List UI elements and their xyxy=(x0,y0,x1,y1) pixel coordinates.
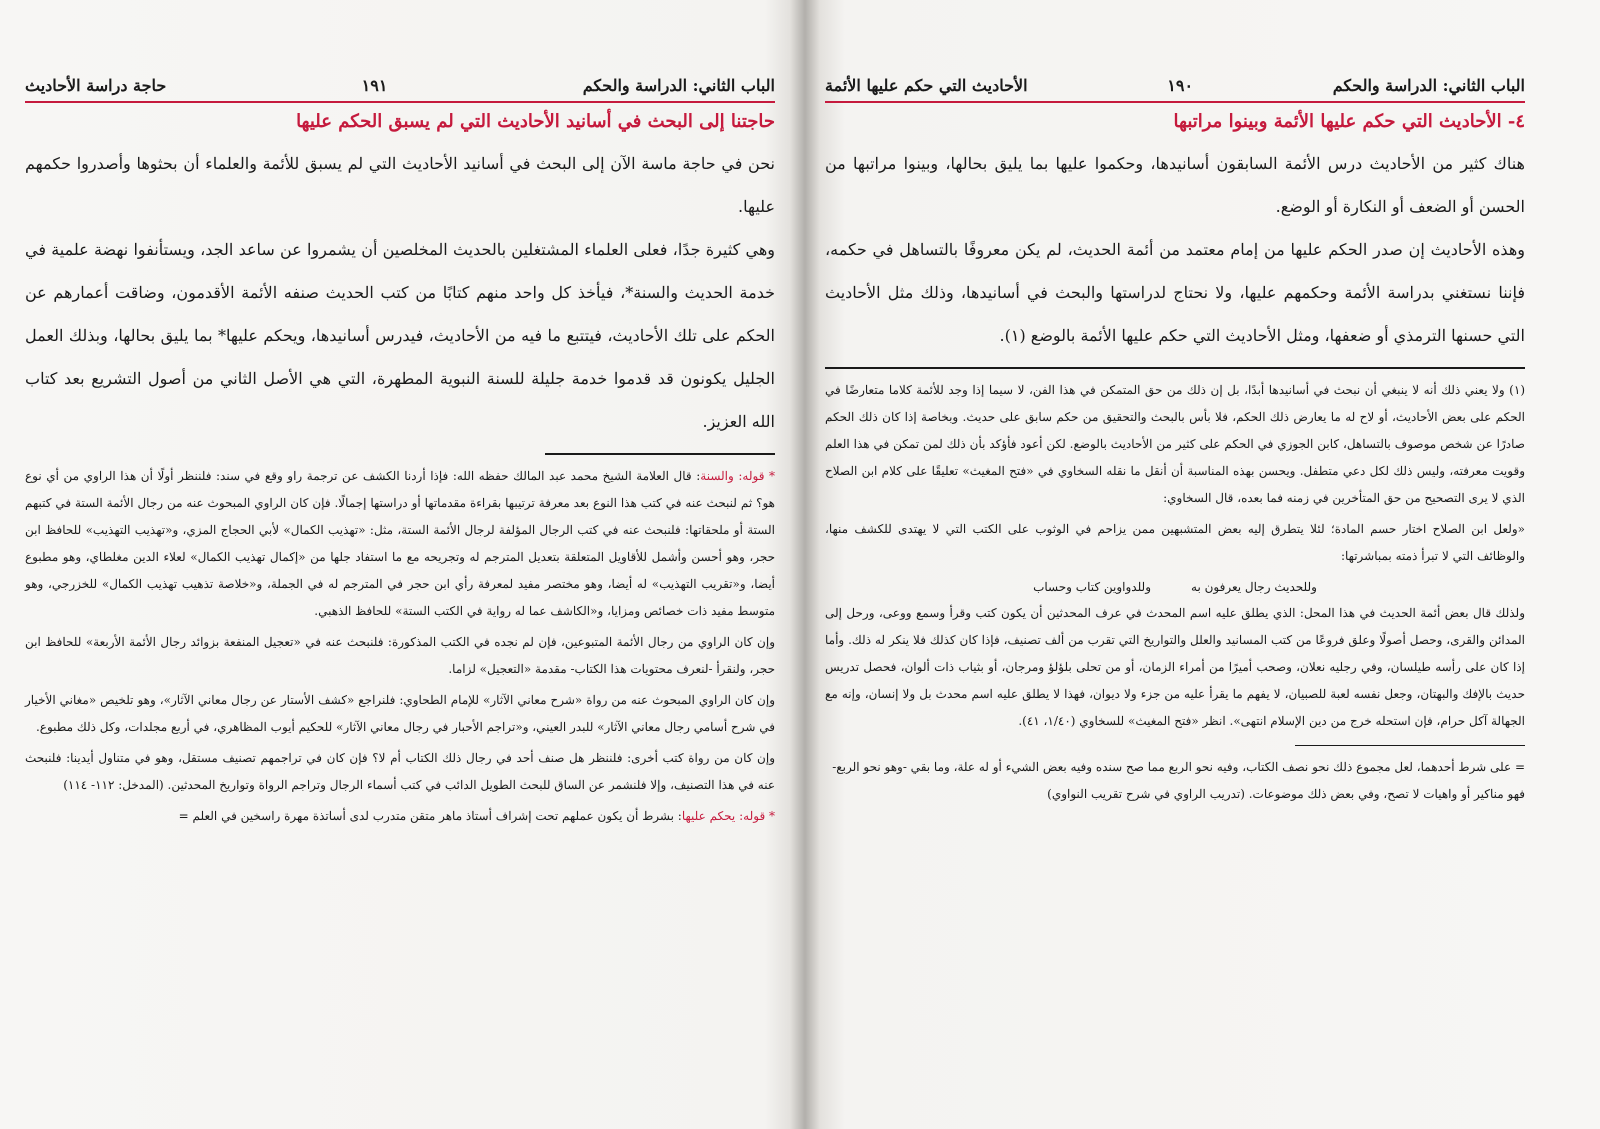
right-header-chapter: الباب الثاني: الدراسة والحكم xyxy=(1332,76,1525,95)
footnote-text: وإن كان من رواة كتب أخرى: فلننظر هل صنف أحد في رجال ذلك الكتاب أم لا؟ فإن كان في تراجمهم تصنيف مستقل، وهو في متناول أيدينا: فلنبحث عنه في هذا التصنيف، وإلا فلنشمر عن الساق للبحث الطويل الدائب في كتب أسماء الرجال وتراجم الرواة وتواريخ المحدثين. (المدخل: ١١٢- ١١٤) xyxy=(25,750,775,792)
left-footnote-2 xyxy=(25,629,775,683)
footnote-keyword: والسنة xyxy=(700,468,734,483)
right-continuation-rule xyxy=(1295,745,1525,747)
footnote-text: : بشرط أن يكون عملهم تحت إشراف أستاذ ماهر متقن متدرب لدى أساتذة مهرة راسخين في العلم = xyxy=(178,808,682,823)
right-continuation xyxy=(825,754,1525,808)
left-paragraph-2: وهي كثيرة جدًا، فعلى العلماء المشتغلين بالحديث المخلصين أن يشمروا عن ساعد الجد، ويستأنفوا نهضة علمية في خدمة الحديث والسنة*، فيأخذ كل واحد منهم كتابًا من كتب الحديث صنفه الأئمة الأقدمون، وضاقت أعمارهم عن الحكم على تلك الأحاديث، فيتتبع ما فيه من الأحاديث، فيدرس أسانيدها، ويحكم عليها* بما يليق بحالها، وبذلك العمل الجليل يكونون قد قدموا خدمة جليلة للسنة النبوية المطهرة، التي هي الأصل الثاني من أصول التشريع بعد كتاب الله العزيز. xyxy=(25,240,775,431)
left-section-title: حاجتنا إلى البحث في أسانيد الأحاديث التي لم يسبق الحكم عليها xyxy=(296,111,775,132)
footnote-keyword: يحكم عليها xyxy=(681,808,736,823)
verse-line xyxy=(825,574,1525,600)
right-paragraph-1: هناك كثير من الأحاديث درس الأئمة السابقون أسانيدها، وحكموا عليها بما يليق بحالها، وبينوا مراتبها من الحسن أو الضعف أو النكارة أو الوضع. xyxy=(825,154,1525,216)
verse-hemistich-1: وللحديث رجال يعرفون به xyxy=(1191,579,1317,594)
right-header-rule xyxy=(825,101,1525,103)
book-gutter xyxy=(790,0,820,1129)
right-page-header xyxy=(825,70,1525,101)
left-footnotes xyxy=(25,463,775,830)
right-footnotes xyxy=(825,377,1525,735)
right-footnote-quote: «ولعل ابن الصلاح اختار حسم المادة؛ لئلا يتطرق إليه بعض المتشبهين ممن يزاحم في الوثوب على الكتب التي لا يهتدى للكشف منها، والوظائف التي لا تبرأ ذمته بمباشرتها: xyxy=(825,521,1525,563)
left-paragraph-1: نحن في حاجة ماسة الآن إلى البحث في أسانيد الأحاديث التي لم يسبق للأئمة والعلماء أن بحثوها وأصدروا حكمهم عليها. xyxy=(25,154,775,216)
right-footnote-rule xyxy=(825,367,1525,369)
footnote-text: وإن كان الراوي المبحوث عنه من رواة «شرح معاني الآثار» للإمام الطحاوي: فلنراجع «كشف الأستار عن رجال معاني الآثار»، وهو تلخيص «مغاني الأخيار في شرح أسامي رجال معاني الآثار» للبدر العيني، و«تراجم الأحبار في رجال معاني الآثار» للحكيم أيوب المظاهري، في أربع مجلدات، وكل ذلك مطبوع. xyxy=(25,692,775,734)
right-page-number: ١٩٠ xyxy=(1167,76,1194,95)
left-footnote-4 xyxy=(25,745,775,799)
left-page-header xyxy=(25,70,775,101)
left-footnote-1 xyxy=(25,463,775,625)
left-footnote-rule xyxy=(545,453,775,455)
left-footnote-5 xyxy=(25,803,775,830)
footnote-marker: * قوله: xyxy=(738,468,775,483)
left-header-rule xyxy=(25,101,775,103)
left-page-number: ١٩١ xyxy=(361,76,388,95)
right-footnote-after-verse: ولذلك قال بعض أئمة الحديث في هذا المحل: الذي يطلق عليه اسم المحدث في عرف المحدثين أن يكون كتب وقرأ وسمع ووعى، ورحل إلى المدائن والقرى، وحصل أصولًا وعلق فروعًا من كتب المسانيد والعلل والتواريخ التي تقرب من ألف تصنيف، فإذا كان كذلك فلا ينكر له ذلك. وأما إذا كان على رأسه طيلسان، وفي رجليه نعلان، وصحب أميرًا من أمراء الزمان، أو من تحلى بلؤلؤ ومرجان، أو بثياب ذات ألوان، فحصل تدريس حديث بالإفك والبهتان، وجعل نفسه لعبة للصبيان، لا يفهم ما يقرأ عليه من جزء ولا ديوان، فهذا لا يطلق عليه اسم محدث بل ولا إنسان، وإنه مع الجهالة آكل حرام، فإن استحله خرج من دين الإسلام انتهى». انظر «فتح المغيث» للسخاوي (١/٤٠، ٤١). xyxy=(825,605,1526,728)
left-header-chapter: الباب الثاني: الدراسة والحكم xyxy=(582,76,775,95)
verse-hemistich-2: وللدواوين كتاب وحساب xyxy=(1033,579,1152,594)
footnote-text: : قال العلامة الشيخ محمد عبد المالك حفظه الله: فإذا أردنا الكشف عن ترجمة راو وقع في سند: فلننظر أولًا أن هذا الراوي من أي نوع هو؟ ثم لنبحث عنه في كتب هذا النوع بعد معرفة ترتيبها بقراءة مقدماتها أو دراستها إجمالًا. فإن كان الراوي المبحوث عنه من رجال الأئمة الستة في كتبهم الستة أو ملحقاتها: فلنبحث عنه في كتب الرجال المؤلفة لرجال الأئمة الستة، مثل: «تهذيب الكمال» لأبي الحجاج المزي، و«تهذيب التهذيب» للحافظ ابن حجر، وهو أحسن وأشمل للأقاويل المتعلقة بتعديل المترجم له وتجريحه مع ما استفاد جلها من «إكمال تهذيب الكمال» لعلاء الدين مغلطاي، وهو مطبوع أيضا، و«تقريب التهذيب» له أيضا، وهو مختصر مفيد لمعرفة رأي ابن حجر في المترجم له في الجملة، و«خلاصة تذهيب تهذيب الكمال» للخزرجي، وهو متوسط مفيد ذات خصائص ومزايا، و«الكاشف عما له رواية في الكتب الستة» للحافظ الذهبي. xyxy=(25,468,775,618)
right-section-title: ٤- الأحاديث التي حكم عليها الأئمة وبينوا مراتبها xyxy=(1173,111,1525,132)
right-footnote-1: (١) ولا يعني ذلك أنه لا ينبغي أن نبحث في أسانيدها أبدًا، بل إن ذلك من حق المتمكن في هذا الفن، لا سيما إذا وجد للأئمة كلاما متعارضًا في الحكم على بعض الأحاديث، أو لاح له ما يعارض ذلك الحكم، فلا بأس بالبحث والتحقيق من حكم سابق على حديث. وبخاصة إذا كان ذلك الحكم صادرًا عن شخص موصوف بالتساهل، كابن الجوزي في الحكم على كثير من الأحاديث بالوضع. لكن أعود فأؤكد بأن ذلك لمن تمكن في هذا العلم وقويت معرفته، وليس ذلك لكل دعي متطفل. ويحسن بهذه المناسبة أن أنقل ما نقله السخاوي في «فتح المغيث» تعليقًا على كلام ابن الصلاح الذي لا يرى التصحيح من حق المتأخرين في زمنه فما بعده، قال السخاوي: xyxy=(825,382,1526,505)
right-page xyxy=(805,0,1600,1129)
footnote-marker: * قوله: xyxy=(739,808,775,823)
left-body-text xyxy=(25,142,775,443)
left-footnote-3 xyxy=(25,687,775,741)
right-body-text xyxy=(825,142,1525,357)
right-header-topic: الأحاديث التي حكم عليها الأئمة xyxy=(825,76,1028,95)
right-paragraph-2: وهذه الأحاديث إن صدر الحكم عليها من إمام معتمد من أئمة الحديث، لم يكن معروفًا بالتساهل في حكمه، فإننا نستغني بدراسة الأئمة وحكمهم عليها، ولا نحتاج لدراستها والبحث في أسانيدها، وذلك مثل الأحاديث التي حسنها الترمذي أو ضعفها، ومثل الأحاديث التي حكم عليها الأئمة بالوضع (١). xyxy=(825,240,1525,345)
left-header-topic: حاجة دراسة الأحاديث xyxy=(25,76,167,95)
continuation-text: = على شرط أحدهما، لعل مجموع ذلك نحو نصف الكتاب، وفيه نحو الربع مما صح سنده وفيه بعض الشيء أو له علة، وما بقي -وهو نحو الربع- فهو مناكير أو واهيات لا تصح، وفي بعض ذلك موضوعات. (تدريب الراوي في شرح تقريب النواوي) xyxy=(832,760,1525,801)
footnote-text: وإن كان الراوي من رجال الأئمة المتبوعين، فإن لم نجده في الكتب المذكورة: فلنبحث عنه في «تعجيل المنفعة بزوائد رجال الأئمة الأربعة» للحافظ ابن حجر، ولنقرأ -لنعرف محتويات هذا الكتاب- مقدمة «التعجيل» لزاما. xyxy=(25,634,775,676)
